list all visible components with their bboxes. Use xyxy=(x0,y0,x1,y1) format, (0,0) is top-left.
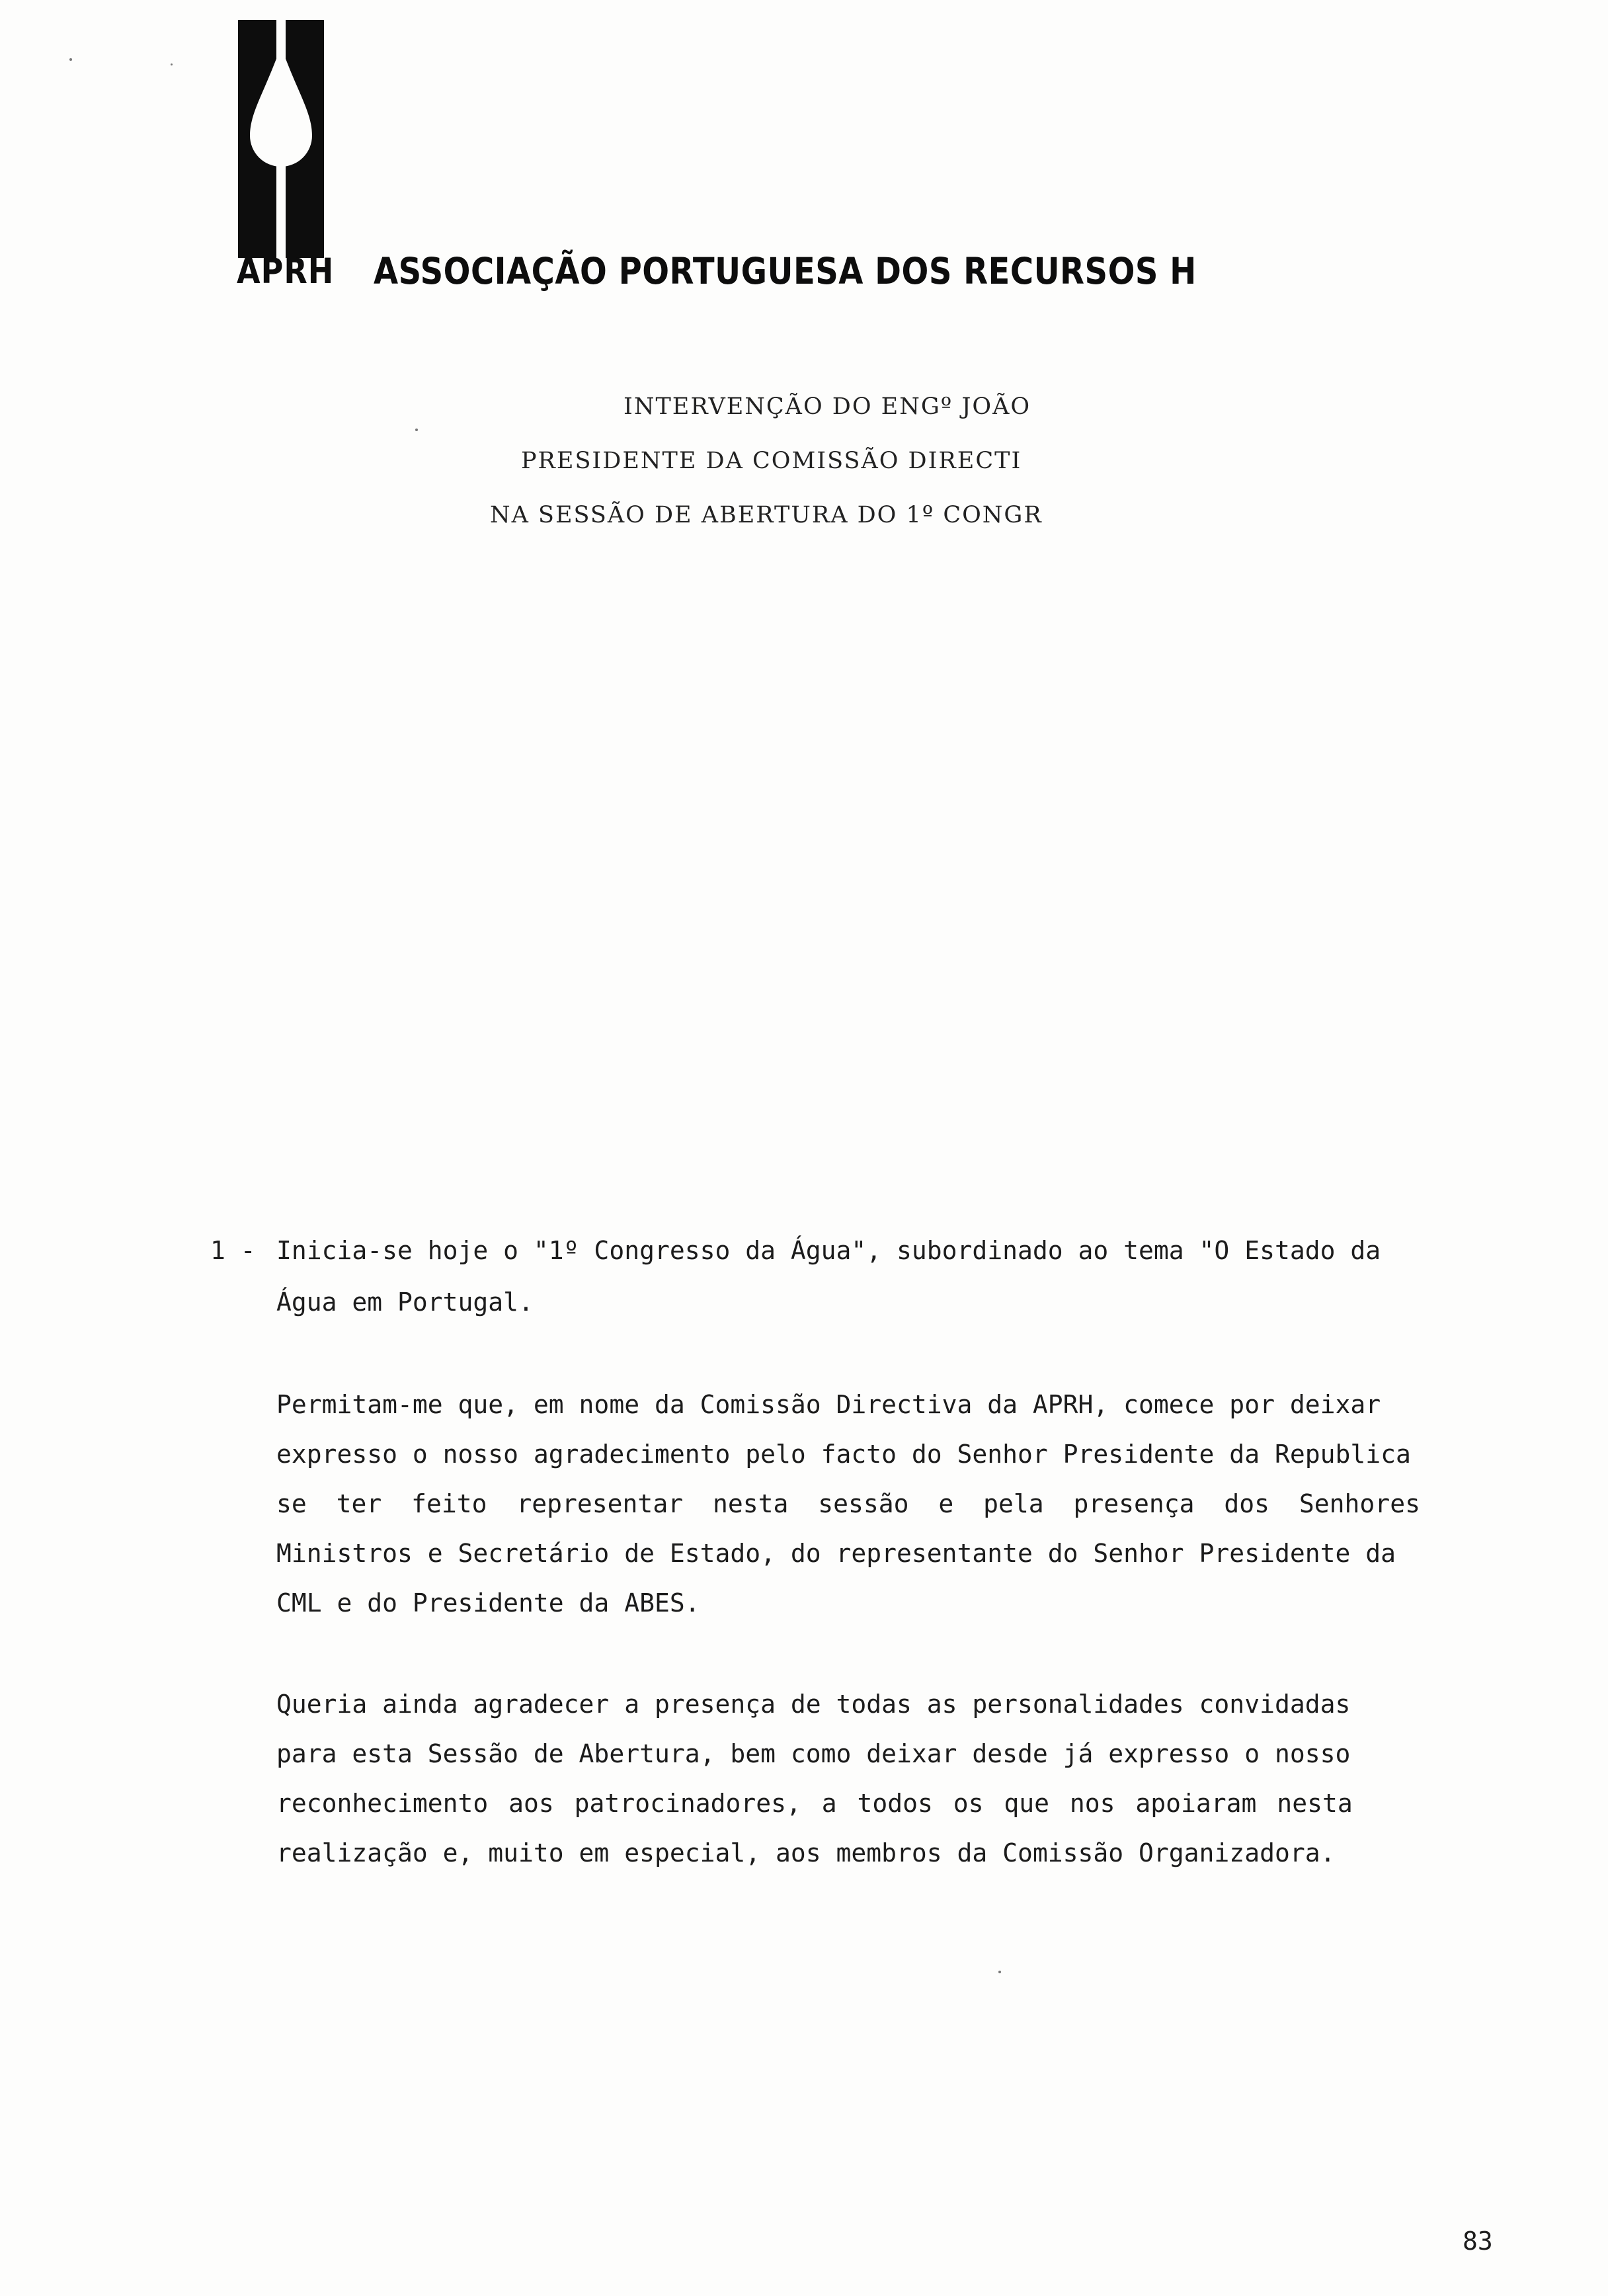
heading-line-2: PRESIDENTE DA COMISSÃO DIRECTI xyxy=(521,448,1022,474)
scan-speck xyxy=(415,429,418,431)
aprh-logo-icon xyxy=(238,20,324,258)
page-number: 83 xyxy=(1463,2227,1493,2256)
logo-wordmark: APRH xyxy=(237,250,335,292)
section-number: 1 - xyxy=(210,1236,256,1265)
heading-line-3: NA SESSÃO DE ABERTURA DO 1º CONGR xyxy=(490,502,1043,528)
paragraph-2-line-1: Permitam-me que, em nome da Comissão Directiva da APRH, comece por deixar xyxy=(276,1390,1381,1419)
paragraph-2-line-4: Ministros e Secretário de Estado, do representante do Senhor Presidente da xyxy=(276,1539,1396,1568)
paragraph-3-line-2: para esta Sessão de Abertura, bem como deixar desde já expresso o nosso xyxy=(276,1739,1351,1768)
paragraph-2-line-5: CML e do Presidente da ABES. xyxy=(276,1588,700,1618)
paragraph-3-line-1: Queria ainda agradecer a presença de todas as personalidades convidadas xyxy=(276,1690,1351,1719)
paragraph-1-line-2: Água em Portugal. xyxy=(276,1288,534,1317)
paragraph-3-line-3: reconhecimento aos patrocinadores, a todos os que nos apoiaram nesta xyxy=(276,1789,1353,1818)
organization-name: ASSOCIAÇÃO PORTUGUESA DOS RECURSOS H xyxy=(374,250,1197,293)
scan-speck xyxy=(171,63,173,65)
scan-speck xyxy=(69,58,72,61)
scan-speck xyxy=(998,1971,1001,1973)
paragraph-1-line-1: Inicia-se hoje o "1º Congresso da Água", subordinado ao tema "O Estado da xyxy=(276,1236,1381,1265)
paragraph-3-line-4: realização e, muito em especial, aos membros da Comissão Organizadora. xyxy=(276,1838,1336,1867)
paragraph-2-line-2: expresso o nosso agradecimento pelo facto do Senhor Presidente da Republica xyxy=(276,1440,1411,1469)
paragraph-2-line-3: se ter feito representar nesta sessão e pela presença dos Senhores xyxy=(276,1489,1420,1518)
heading-line-1: INTERVENÇÃO DO ENGº JOÃO xyxy=(623,393,1031,420)
